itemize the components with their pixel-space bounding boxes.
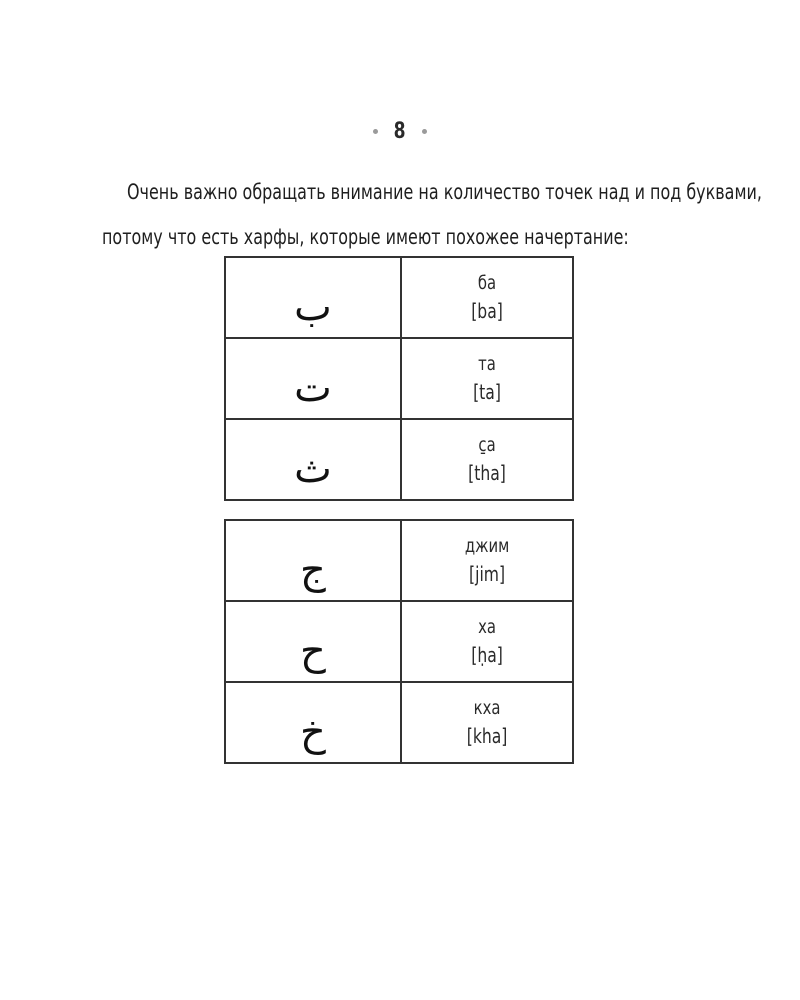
arabic-letter: ب <box>294 283 332 330</box>
letter-transliteration: [ḥa] <box>471 642 503 667</box>
arabic-letter: ح <box>300 627 326 674</box>
letter-name: джим <box>464 534 510 557</box>
letter-transliteration: [ba] <box>471 298 503 323</box>
arabic-letter: ت <box>294 364 332 411</box>
name-cell <box>401 257 573 338</box>
page-number: 8 <box>394 118 406 144</box>
letter-table-2 <box>224 519 574 764</box>
letter-name: ба <box>477 271 497 294</box>
dot-right-icon <box>422 129 427 134</box>
page-number-row <box>0 116 800 146</box>
arabic-letter: ث <box>294 445 332 492</box>
letter-table-1 <box>224 256 574 501</box>
intro-line-2: потому что есть харфы, которые имеют похожее начертание: <box>102 225 629 249</box>
glyph-cell <box>225 601 401 682</box>
intro-line-1: Очень важно обращать внимание на количество точек над и под буквами, <box>127 180 762 204</box>
name-cell <box>401 601 573 682</box>
letter-name: ха <box>478 615 496 638</box>
letter-transliteration: [jim] <box>468 561 505 586</box>
table-row <box>225 419 573 500</box>
glyph-cell <box>225 338 401 419</box>
letter-transliteration: [tha] <box>468 460 506 485</box>
glyph-cell <box>225 520 401 601</box>
arabic-letter: خ <box>300 708 326 755</box>
dot-left-icon <box>373 129 378 134</box>
table-row <box>225 520 573 601</box>
table-row <box>225 257 573 338</box>
glyph-cell <box>225 682 401 763</box>
letter-transliteration: [kha] <box>466 723 508 748</box>
name-cell <box>401 520 573 601</box>
table-row <box>225 682 573 763</box>
glyph-cell <box>225 419 401 500</box>
letter-name: та <box>478 352 496 375</box>
glyph-cell <box>225 257 401 338</box>
name-cell <box>401 682 573 763</box>
table-row <box>225 338 573 419</box>
table-row <box>225 601 573 682</box>
letter-transliteration: [ta] <box>473 379 501 404</box>
letter-name: кха <box>473 696 501 719</box>
letter-name: с̱а <box>478 433 496 456</box>
name-cell <box>401 419 573 500</box>
name-cell <box>401 338 573 419</box>
arabic-letter: ج <box>300 546 326 593</box>
